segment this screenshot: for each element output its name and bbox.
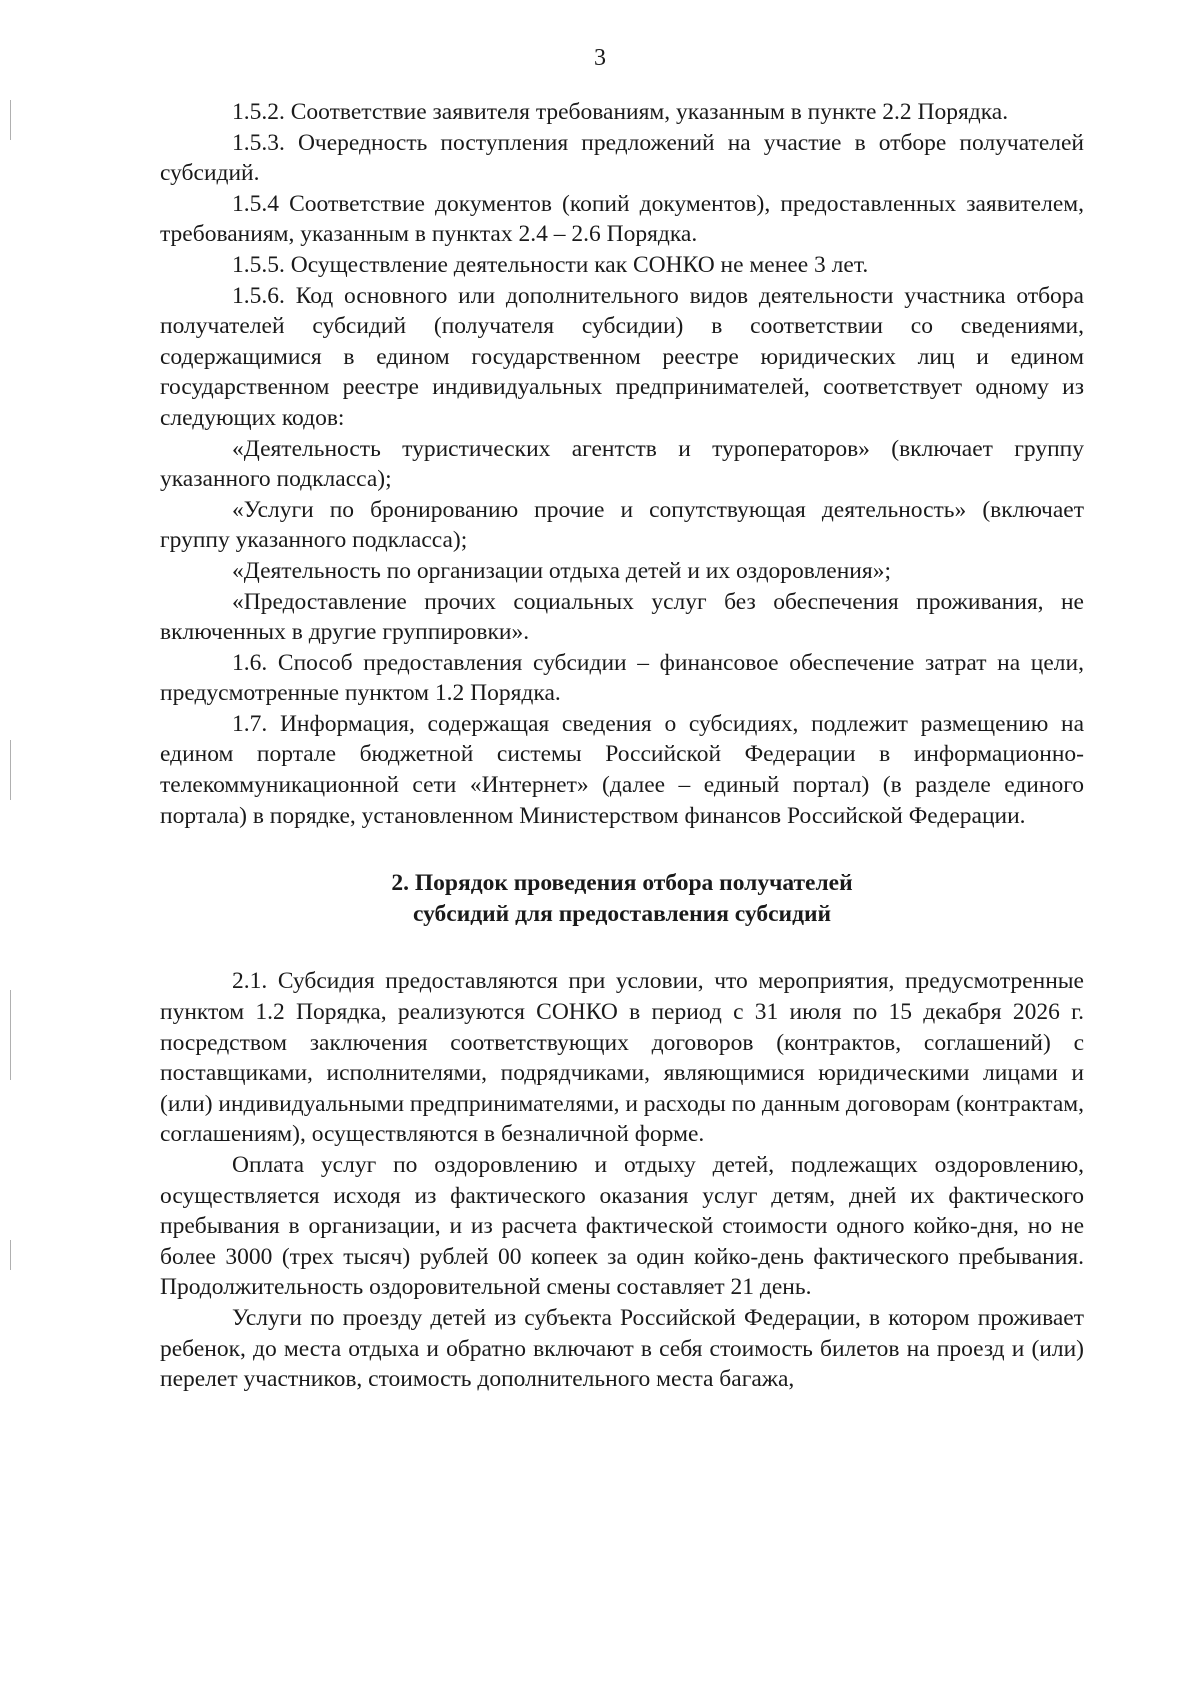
paragraph: «Деятельность туристических агентств и туроператоров» (включает группу указанного подкласса); <box>160 435 1084 493</box>
section-heading-line: субсидий для предоставления субсидий <box>412 900 832 927</box>
paragraph: Услуги по проезду детей из субъекта Российской Федерации, в котором проживает ребенок, до места отдыха и обратно включают в себя стоимость билетов на проезд и (или) перелет участников, стоимость дополнительного места багажа, <box>160 1304 1084 1393</box>
scan-edge-mark <box>10 1240 11 1270</box>
paragraph: Оплата услуг по оздоровлению и отдыху детей, подлежащих оздоровлению, осуществляется исходя из фактического оказания услуг детям, дней их фактического пребывания в организации, и из расчета фактической стоимости одного койко-дня, но не более 3000 (трех тысяч) рублей 00 копеек за один койко-день фактического пребывания. Продолжительность оздоровительной смены составляет 21 день. <box>160 1152 1084 1301</box>
paragraph: «Услуги по бронированию прочие и сопутствующая деятельность» (включает группу указанного подкласса); <box>160 496 1084 554</box>
document-body <box>160 97 1084 1395</box>
page-number: 3 <box>594 45 606 71</box>
scan-edge-mark <box>10 990 11 1080</box>
paragraph: 1.5.3. Очередность поступления предложений на участие в отборе получателей субсидий. <box>160 129 1084 187</box>
paragraph: 1.7. Информация, содержащая сведения о субсидиях, подлежит размещению на едином портале бюджетной системы Российской Федерации в информационно-телекоммуникационной сети «Интернет» (далее – единый портал) (в разделе единого портала) в порядке, установленном Министерством финансов Российской Федерации. <box>160 710 1084 829</box>
section-heading-line: 2. Порядок проведения отбора получателей <box>391 870 853 897</box>
paragraph: 1.6. Способ предоставления субсидии – финансовое обеспечение затрат на цели, предусмотренные пунктом 1.2 Порядка. <box>160 649 1084 707</box>
paragraph: 1.5.6. Код основного или дополнительного видов деятельности участника отбора получателей субсидий (получателя субсидии) в соответствии со сведениями, содержащимися в едином государственном реестре юридических лиц и едином государственном реестре индивидуальных предпринимателей, соответствует одному из следующих кодов: <box>160 282 1084 431</box>
paragraph: 1.5.5. Осуществление деятельности как СОНКО не менее 3 лет. <box>232 251 869 278</box>
scan-edge-mark <box>10 740 11 800</box>
paragraph: «Предоставление прочих социальных услуг без обеспечения проживания, не включенных в другие группировки». <box>160 588 1084 646</box>
paragraph: 2.1. Субсидия предоставляются при условии, что мероприятия, предусмотренные пунктом 1.2 Порядка, реализуются СОНКО в период с 31 июля по 15 декабря 2026 г. посредством заключения соответствующих договоров (контрактов, соглашений) с поставщиками, исполнителями, подрядчиками, являющимися юридическими лицами и (или) индивидуальными предпринимателями, и расходы по данным договорам (контрактам, соглашениям), осуществляются в безналичной форме. <box>160 968 1085 1148</box>
section-heading <box>160 868 1084 929</box>
paragraph: 1.5.2. Соответствие заявителя требованиям, указанным в пункте 2.2 Порядка. <box>232 99 1009 125</box>
paragraph: «Деятельность по организации отдыха детей и их оздоровления»; <box>232 557 891 584</box>
scan-edge-mark <box>10 100 11 140</box>
paragraph: 1.5.4 Соответствие документов (копий документов), предоставленных заявителем, требованиям, указанным в пунктах 2.4 – 2.6 Порядка. <box>160 190 1084 248</box>
